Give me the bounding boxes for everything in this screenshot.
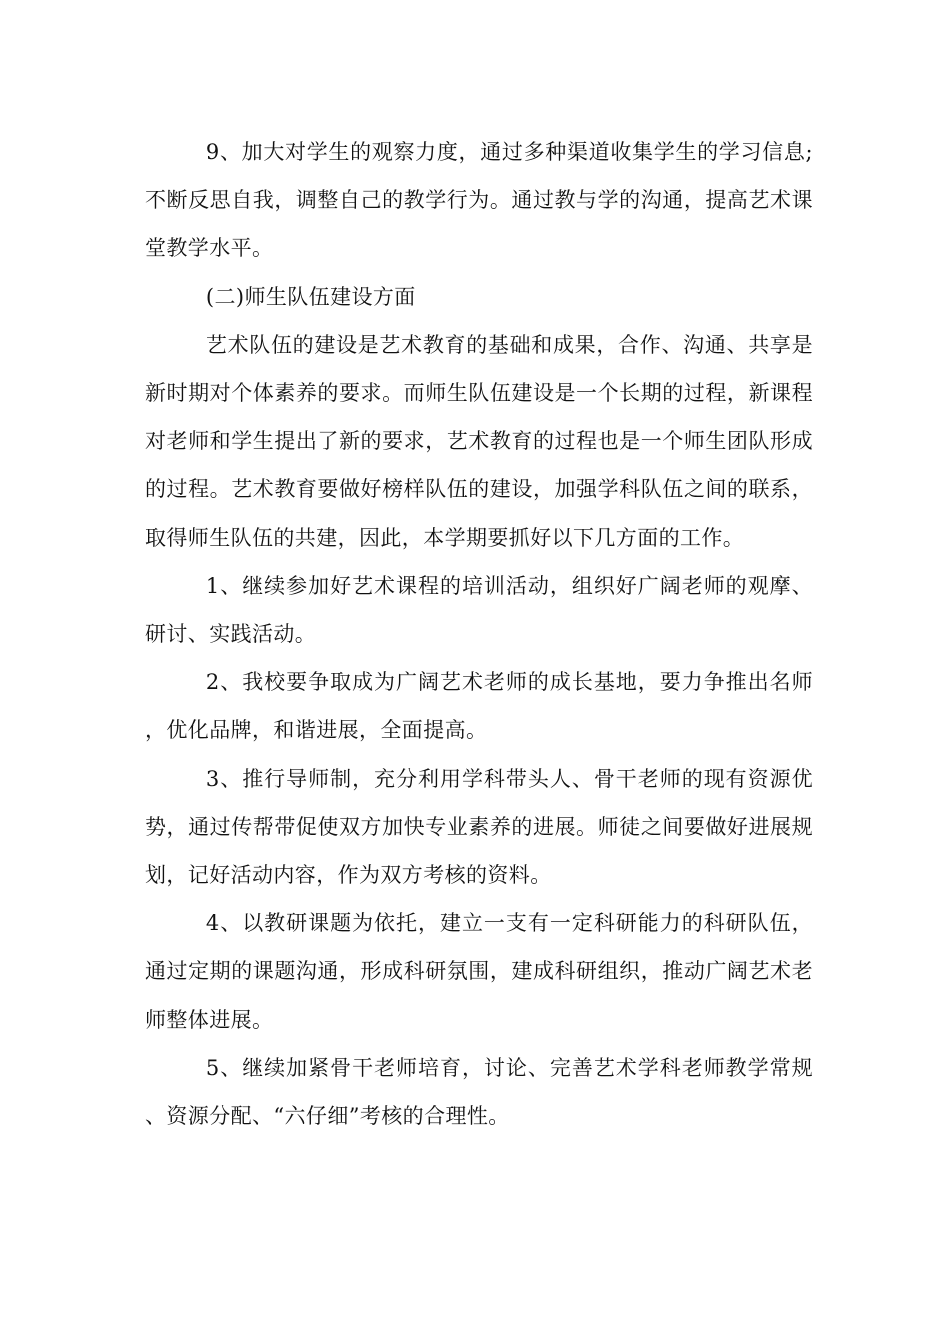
paragraph-intro: 艺术队伍的建设是艺术教育的基础和成果，合作、沟通、共享是新时期对个体素养的要求。而师生队伍建设是一个长期的过程，新课程对老师和学生提出了新的要求，艺术教育的过程也是一个师生团队形成的过程。艺术教育要做好榜样队伍的建设，加强学科队伍之间的联系，取得师生队伍的共建，因此，本学期要抓好以下几方面的工作。 (145, 332, 813, 550)
paragraph-item-4: 4、以教研课题为依托，建立一支有一定科研能力的科研队伍，通过定期的课题沟通，形成科研氛围，建成科研组织，推动广阔艺术老师整体进展。 (145, 911, 813, 1032)
paragraph-item-9: 9、加大对学生的观察力度，通过多种渠道收集学生的学习信息;不断反思自我，调整自己的教学行为。通过教与学的沟通，提高艺术课堂教学水平。 (145, 140, 813, 261)
document-page (145, 128, 813, 1140)
section-heading-team-building: (二)师生队伍建设方面 (205, 284, 416, 309)
paragraph-item-3: 3、推行导师制，充分利用学科带头人、骨干老师的现有资源优势，通过传帮带促使双方加快专业素养的进展。师徒之间要做好进展规划，记好活动内容，作为双方考核的资料。 (145, 766, 813, 888)
paragraph-item-5: 5、继续加紧骨干老师培育，讨论、完善艺术学科老师教学常规、资源分配、“六仔细”考核的合理性。 (145, 1055, 813, 1129)
paragraph-item-2: 2、我校要争取成为广阔艺术老师的成长基地，要力争推出名师，优化品牌，和谐进展，全面提高。 (145, 670, 813, 743)
paragraph-item-1: 1、继续参加好艺术课程的培训活动，组织好广阔老师的观摩、研讨、实践活动。 (145, 573, 813, 647)
